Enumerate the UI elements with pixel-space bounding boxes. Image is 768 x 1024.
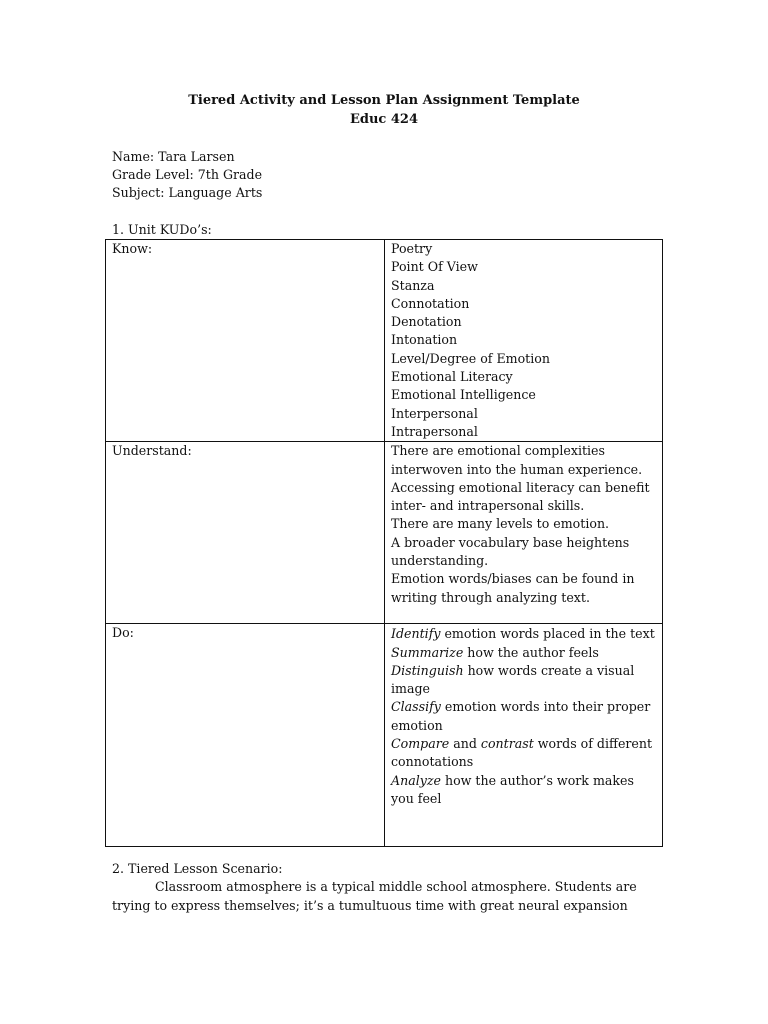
do-item — [391, 662, 656, 699]
know-item: Intonation — [391, 332, 458, 348]
do-text: how words create a visual image — [391, 662, 635, 697]
know-item: Denotation — [391, 314, 462, 330]
kudos-table — [105, 239, 663, 847]
know-item: Emotional Intelligence — [391, 387, 536, 403]
know-list — [385, 240, 663, 442]
understand-item: There are emotional complexities interwoven into the human experience. — [391, 443, 643, 477]
understand-item: A broader vocabulary base heightens understanding. — [391, 534, 630, 569]
know-item: Stanza — [391, 277, 435, 293]
do-verb: Distinguish — [391, 662, 464, 678]
subject-line: Subject: Language Arts — [112, 185, 263, 200]
understand-label: Understand: — [106, 442, 385, 624]
understand-item: Emotion words/biases can be found in writing through analyzing text. — [391, 571, 635, 605]
do-text: how the author feels — [463, 644, 599, 660]
name-line: Name: Tara Larsen — [112, 149, 235, 164]
do-verb: Classify — [391, 699, 441, 715]
know-label: Know: — [106, 240, 385, 442]
section-2-heading: 2. Tiered Lesson Scenario: — [112, 861, 283, 876]
do-verb: contrast — [480, 736, 534, 752]
understand-item: Accessing emotional literacy can benefit inter- and intrapersonal skills. — [391, 479, 650, 514]
know-item: Poetry — [391, 241, 433, 256]
do-verb: Summarize — [391, 644, 464, 660]
do-label: Do: — [106, 624, 385, 847]
do-verb: Compare — [391, 736, 450, 752]
know-item: Emotional Literacy — [391, 369, 513, 385]
do-text: how the author’s work makes you feel — [391, 772, 634, 806]
document-title: Tiered Activity and Lesson Plan Assignment Template — [188, 93, 580, 108]
do-text: and — [449, 736, 481, 752]
do-verb: Identify — [391, 626, 441, 642]
table-row-do — [106, 624, 663, 847]
do-text: emotion words into their proper emotion — [391, 699, 651, 733]
do-verb: Analyze — [391, 772, 441, 788]
section-1-heading: 1. Unit KUDo’s: — [112, 222, 212, 237]
understand-list — [385, 442, 663, 624]
table-row-know — [106, 240, 663, 442]
do-item — [391, 772, 656, 809]
grade-level-line: Grade Level: 7th Grade — [112, 167, 263, 182]
scenario-text-line: Classroom atmosphere is a typical middle school atmosphere. Students are — [155, 879, 637, 894]
know-item: Level/Degree of Emotion — [391, 350, 550, 366]
know-item: Interpersonal — [391, 405, 478, 421]
do-item — [391, 698, 656, 735]
do-text: words of different connotations — [391, 736, 653, 770]
know-item: Point Of View — [391, 259, 478, 275]
understand-item: There are many levels to emotion. — [391, 516, 610, 532]
table-row-understand — [106, 442, 663, 624]
know-item: Intrapersonal — [391, 423, 478, 439]
do-item — [391, 644, 656, 662]
scenario-text-line: trying to express themselves; it’s a tumultuous time with great neural expansion — [112, 898, 628, 913]
do-item — [391, 625, 656, 643]
know-item: Connotation — [391, 295, 470, 311]
do-list — [385, 624, 663, 847]
do-text: emotion words placed in the text — [440, 626, 655, 642]
course-code: Educ 424 — [349, 112, 419, 127]
do-item — [391, 735, 656, 772]
